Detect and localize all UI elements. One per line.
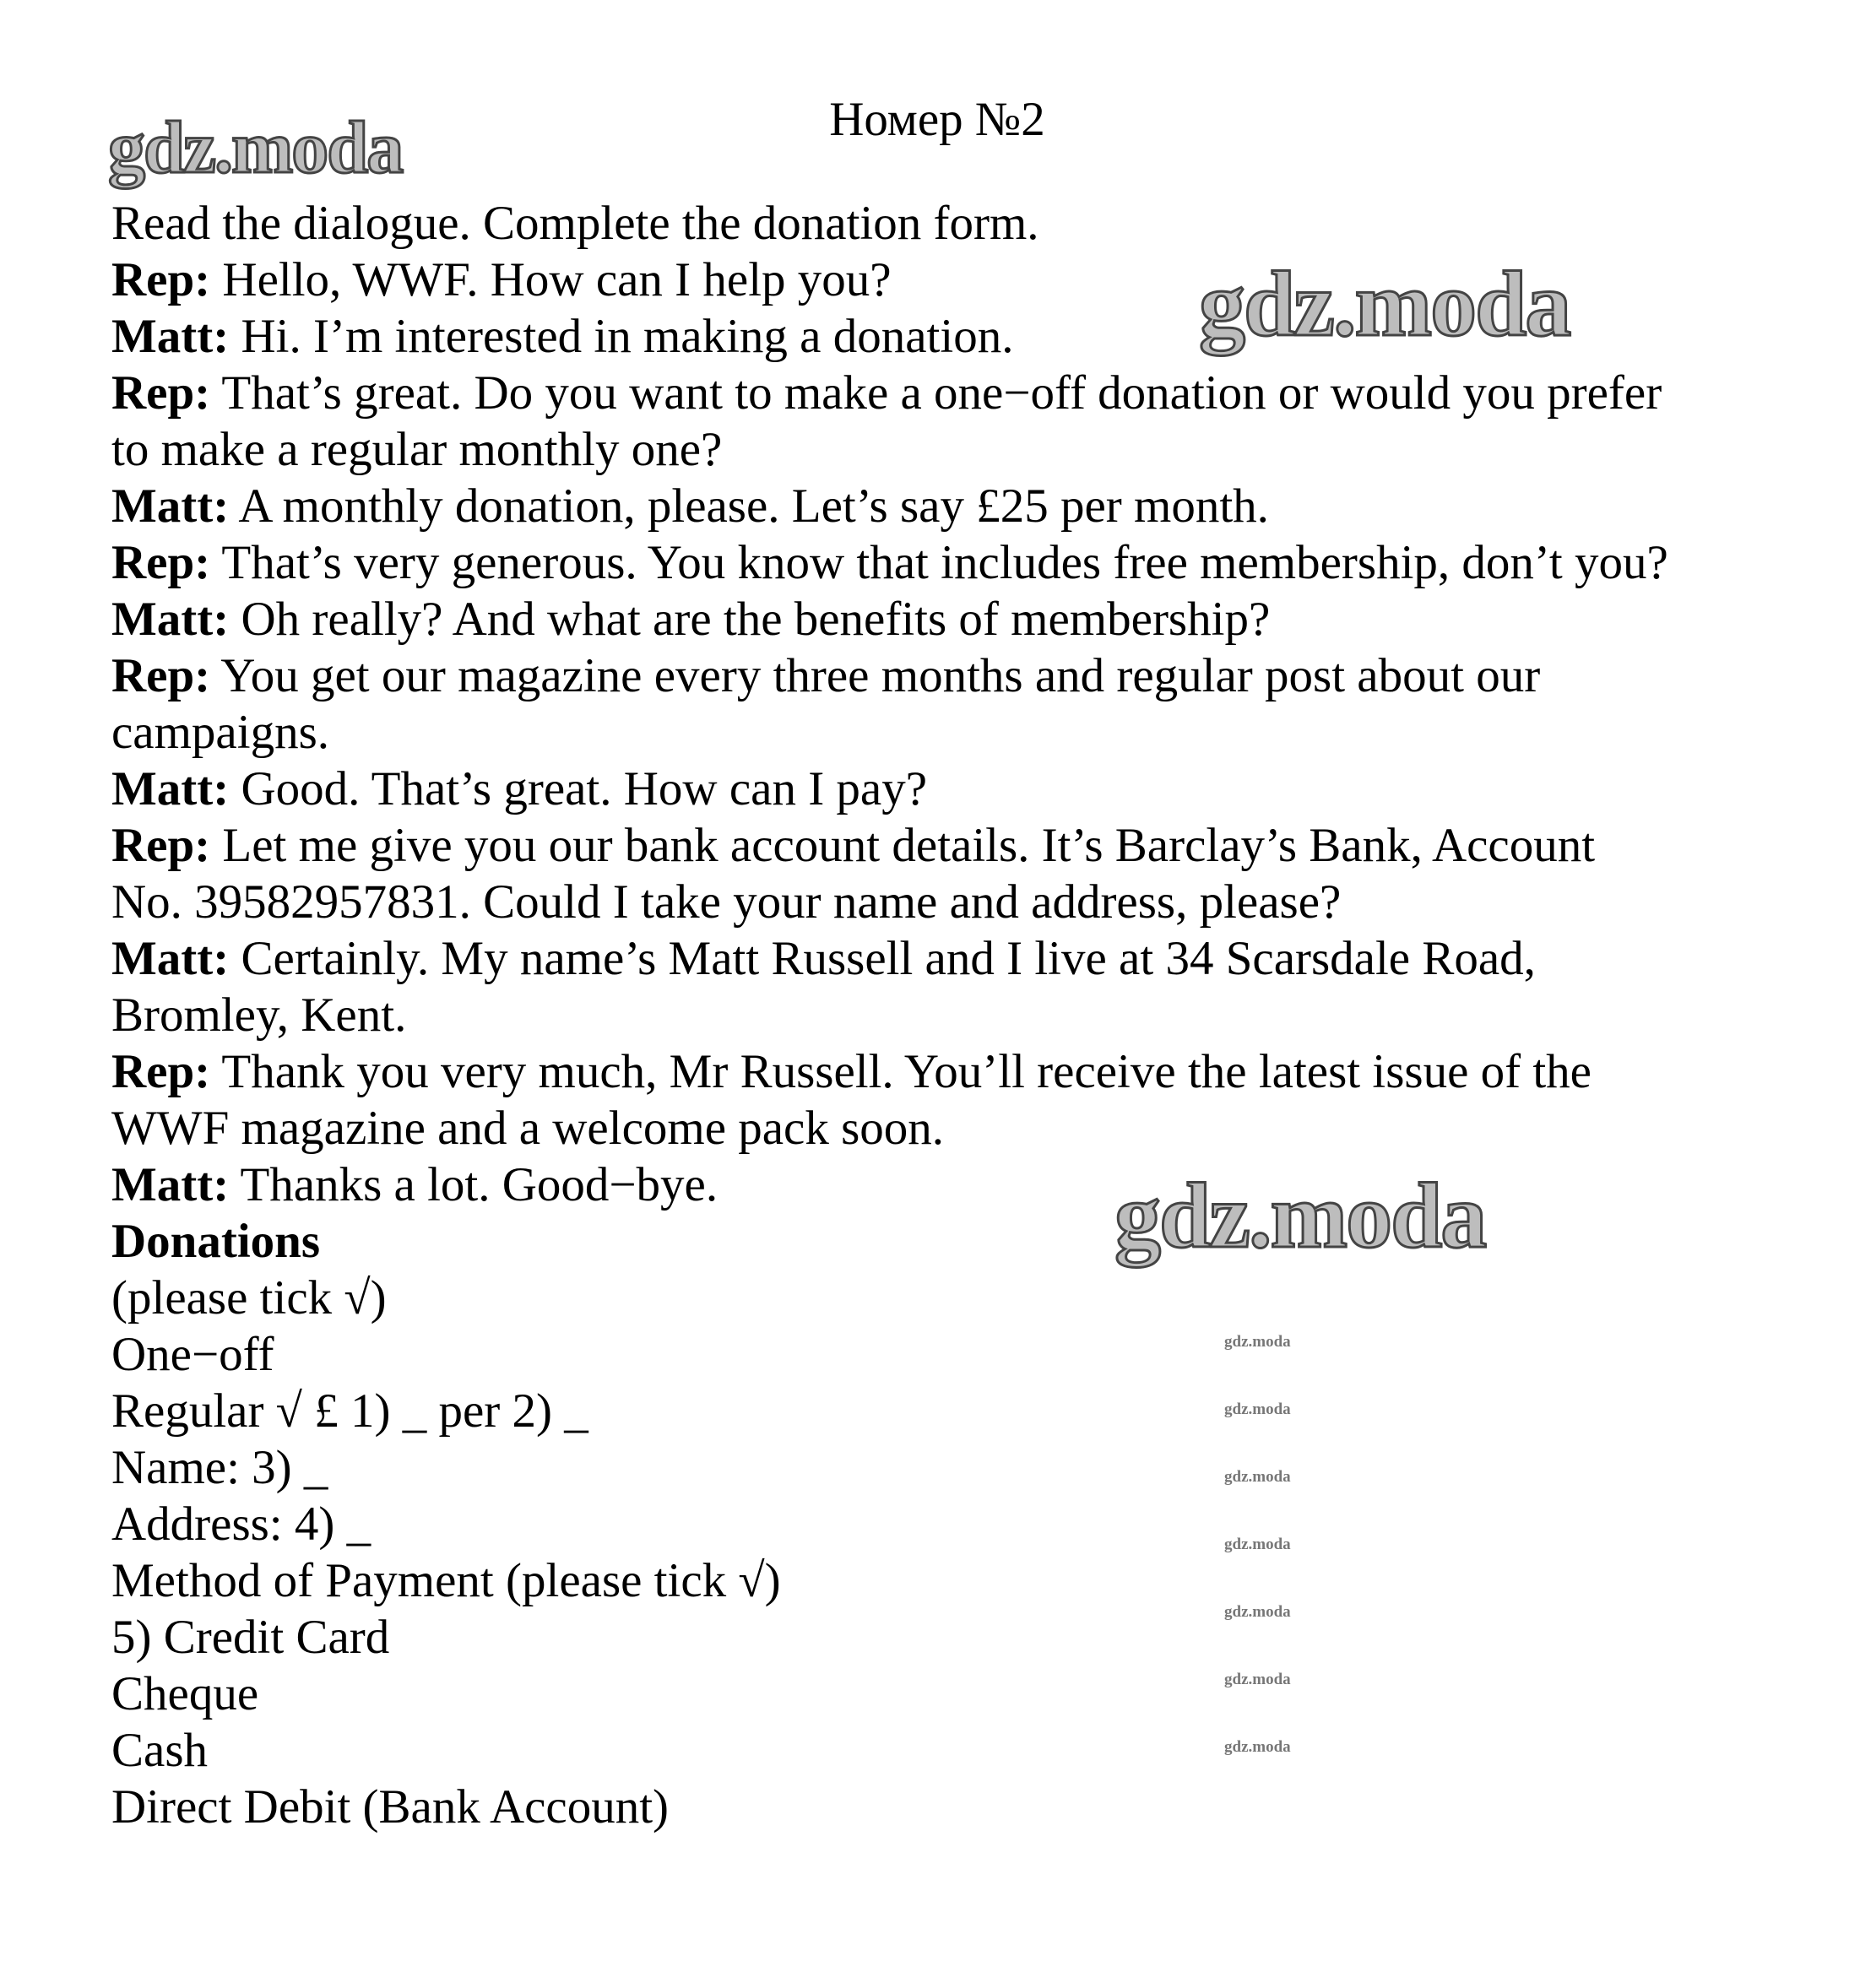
text-line (111, 930, 1536, 987)
document-body (111, 195, 1668, 1835)
line-text: Cash (111, 1724, 208, 1777)
text-line (111, 478, 1269, 534)
text-line (111, 534, 1668, 591)
text-line (111, 1496, 371, 1552)
line-text: Good. That’s great. How can I pay? (229, 762, 928, 815)
line-text: That’s great. Do you want to make a one−off donation or would you prefer (210, 366, 1662, 420)
line-text: Let me give you our bank account details. It’s Barclay’s Bank, Account (210, 819, 1596, 872)
speaker-label: Rep: (111, 366, 211, 420)
line-text: Thank you very much, Mr Russell. You’ll receive the latest issue of the (210, 1045, 1592, 1098)
text-line (111, 1439, 328, 1496)
line-text: One−off (111, 1328, 274, 1381)
text-line (111, 1552, 781, 1609)
line-text: Hello, WWF. How can I help you? (210, 253, 892, 306)
speaker-label: Rep: (111, 1045, 211, 1098)
text-line (111, 704, 329, 761)
watermark-small: gdz.moda (1224, 1738, 1291, 1756)
speaker-label: Matt: (111, 310, 230, 363)
watermark-small: gdz.moda (1224, 1333, 1291, 1351)
speaker-label: Donations (111, 1215, 321, 1268)
text-line (111, 591, 1270, 647)
line-text: Cheque (111, 1667, 259, 1720)
speaker-label: Matt: (111, 1158, 230, 1211)
text-line (111, 195, 1039, 252)
line-text: Name: 3) _ (111, 1441, 328, 1494)
speaker-label: Rep: (111, 253, 211, 306)
line-text: A monthly donation, please. Let’s say £25 per month. (229, 479, 1269, 533)
line-text: You get our magazine every three months and regular post about our (210, 649, 1541, 702)
line-text: Method of Payment (please tick √) (111, 1554, 781, 1607)
watermark-small: gdz.moda (1224, 1671, 1291, 1688)
line-text: Certainly. My name’s Matt Russell and I live at 34 Scarsdale Road, (229, 932, 1536, 985)
text-line (111, 1213, 320, 1270)
text-line (111, 365, 1662, 421)
watermark-small: gdz.moda (1224, 1536, 1291, 1553)
line-text: Direct Debit (Bank Account) (111, 1780, 670, 1834)
line-text: Address: 4) _ (111, 1498, 371, 1551)
text-line (111, 308, 1013, 365)
text-line (111, 1100, 944, 1157)
line-text: Hi. I’m interested in making a donation. (229, 310, 1014, 363)
line-text: Regular √ £ 1) _ per 2) _ (111, 1384, 588, 1438)
line-text: Read the dialogue. Complete the donation form. (111, 197, 1039, 250)
line-text: Oh really? And what are the benefits of membership? (229, 593, 1271, 646)
page-title: Номер №2 (829, 93, 1045, 146)
text-line (111, 1666, 258, 1722)
speaker-label: Matt: (111, 762, 230, 815)
line-text: 5) Credit Card (111, 1611, 390, 1664)
text-line (111, 1779, 669, 1835)
text-line (111, 421, 722, 478)
watermark-small: gdz.moda (1224, 1603, 1291, 1621)
watermark-small: gdz.moda (1224, 1468, 1291, 1486)
speaker-label: Rep: (111, 536, 211, 589)
text-line (111, 252, 892, 308)
speaker-label: Matt: (111, 479, 230, 533)
text-line (111, 817, 1595, 874)
text-line (111, 1157, 718, 1213)
watermark-logo: gdz.moda (1199, 252, 1570, 355)
line-text: campaigns. (111, 706, 330, 759)
text-line (111, 1326, 274, 1383)
text-line (111, 1609, 389, 1666)
speaker-label: Matt: (111, 932, 230, 985)
speaker-label: Matt: (111, 593, 230, 646)
line-text: WWF magazine and a welcome pack soon. (111, 1102, 945, 1155)
speaker-label: Rep: (111, 819, 211, 872)
text-line (111, 647, 1540, 704)
line-text: to make a regular monthly one? (111, 423, 723, 476)
text-line (111, 874, 1341, 930)
text-line (111, 1043, 1592, 1100)
line-text: That’s very generous. You know that includes free membership, don’t you? (210, 536, 1668, 589)
line-text: Bromley, Kent. (111, 989, 407, 1042)
watermark-logo: gdz.moda (1114, 1164, 1486, 1267)
text-line (111, 1722, 208, 1779)
watermark-logo: gdz.moda (108, 107, 403, 189)
speaker-label: Rep: (111, 649, 211, 702)
text-line (111, 987, 406, 1043)
text-line (111, 1270, 387, 1326)
text-line (111, 761, 927, 817)
line-text: (please tick √) (111, 1271, 387, 1324)
line-text: Thanks a lot. Good−bye. (229, 1158, 719, 1211)
line-text: No. 39582957831. Could I take your name and address, please? (111, 875, 1342, 929)
watermark-small: gdz.moda (1224, 1400, 1291, 1418)
text-line (111, 1383, 588, 1439)
